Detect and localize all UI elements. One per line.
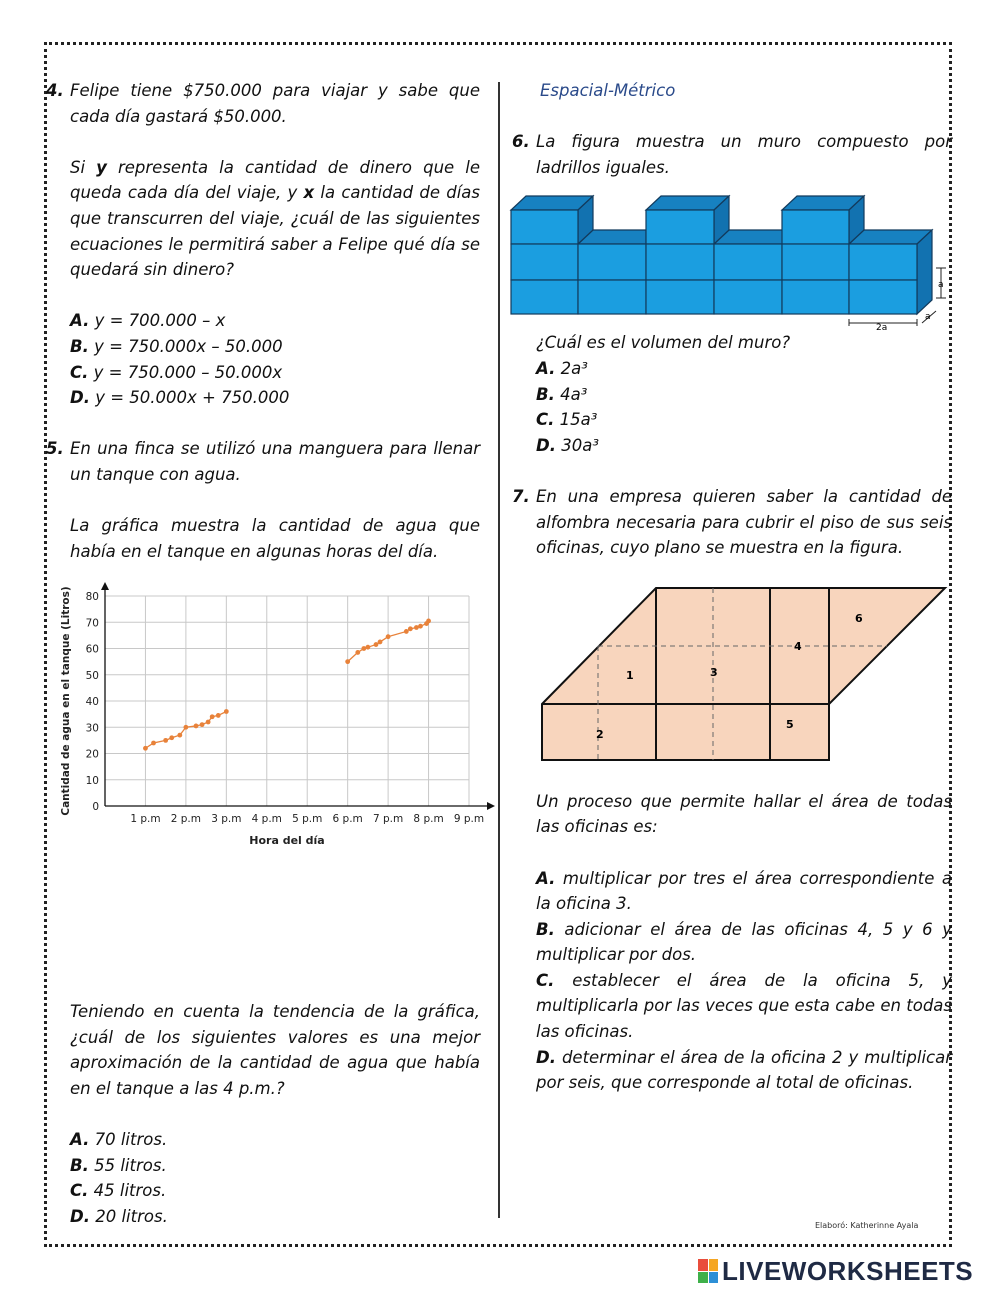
data-point bbox=[206, 720, 211, 725]
option-c[interactable]: C. y = 750.000 – 50.000x bbox=[70, 362, 283, 382]
data-point bbox=[169, 735, 174, 740]
option-c[interactable]: C. establecer el área de la oficina 5, y multiplicarla por las veces que esta cabe en todas las oficinas. bbox=[536, 970, 952, 1042]
data-point bbox=[210, 714, 215, 719]
option-d[interactable]: D. 30a³ bbox=[536, 435, 599, 455]
question-context: La gráfica muestra la cantidad de agua que había en el tanque en algunas horas del día. bbox=[70, 516, 480, 561]
y-tick-label: 60 bbox=[85, 643, 99, 656]
y-tick-label: 80 bbox=[85, 591, 99, 603]
brick bbox=[578, 280, 646, 314]
x-tick-label: 8 p.m bbox=[413, 813, 444, 825]
y-tick-label: 0 bbox=[92, 801, 99, 813]
office-label-1: 1 bbox=[626, 669, 634, 682]
office-label-6: 6 bbox=[855, 612, 863, 625]
office-label-4: 4 bbox=[794, 640, 802, 653]
office-label-2: 2 bbox=[596, 728, 604, 741]
option-b[interactable]: B. 55 litros. bbox=[70, 1155, 167, 1175]
dimension-2a-length: 2a bbox=[876, 323, 888, 332]
question-prompt: Teniendo en cuenta la tendencia de la gráfica, ¿cuál de los siguientes valores es una mejor aproximación de la cantidad de agua que había en el tanque a las 4 p.m.? bbox=[70, 1002, 480, 1099]
y-tick-label: 30 bbox=[85, 722, 99, 735]
question-4 bbox=[46, 78, 480, 411]
x-tick-label: 5 p.m bbox=[292, 813, 323, 825]
office-label-3: 3 bbox=[710, 666, 718, 679]
brick-side bbox=[917, 230, 932, 314]
x-axis-arrow bbox=[487, 802, 495, 810]
brick bbox=[849, 244, 917, 280]
question-6 bbox=[512, 129, 952, 180]
data-point bbox=[386, 634, 391, 639]
question-7 bbox=[512, 484, 952, 561]
brick bbox=[782, 244, 849, 280]
x-tick-label: 4 p.m bbox=[251, 813, 282, 825]
brick bbox=[646, 244, 714, 280]
option-a[interactable]: A. 2a³ bbox=[536, 358, 588, 378]
option-a[interactable]: A. 70 litros. bbox=[70, 1130, 168, 1150]
office-label-5: 5 bbox=[786, 718, 794, 731]
data-point bbox=[200, 722, 205, 727]
brick bbox=[511, 244, 578, 280]
brick bbox=[578, 244, 646, 280]
brick bbox=[714, 244, 782, 280]
question-text: Felipe tiene $750.000 para viajar y sabe que cada día gastará $50.000. bbox=[70, 81, 480, 126]
data-point bbox=[374, 642, 379, 647]
data-point bbox=[426, 619, 431, 624]
y-tick-label: 20 bbox=[85, 748, 99, 761]
data-point bbox=[224, 709, 229, 714]
data-point bbox=[404, 629, 409, 634]
y-axis-label: Cantidad de agua en el tanque (Litros) bbox=[60, 586, 72, 816]
dimension-a-depth: a bbox=[925, 312, 931, 322]
option-b[interactable]: B. 4a³ bbox=[536, 384, 588, 404]
y-axis-arrow bbox=[101, 582, 109, 590]
brand-name: LIVEWORKSHEETS bbox=[722, 1255, 974, 1286]
data-point bbox=[418, 624, 423, 629]
data-point bbox=[183, 725, 188, 730]
brick-wall-figure bbox=[508, 192, 958, 332]
question-text: En una finca se utilizó una manguera para llenar un tanque con agua. bbox=[70, 439, 480, 484]
x-tick-label: 3 p.m bbox=[211, 813, 242, 825]
data-point bbox=[408, 626, 413, 631]
data-point bbox=[163, 738, 168, 743]
data-point bbox=[177, 733, 182, 738]
brick bbox=[646, 280, 714, 314]
option-d[interactable]: D. y = 50.000x + 750.000 bbox=[70, 388, 290, 408]
brick bbox=[511, 280, 578, 314]
option-d[interactable]: D. determinar el área de la oficina 2 y multiplicar por seis, que corresponde al total de oficinas. bbox=[536, 1047, 952, 1093]
author-credit: Elaboró: Katherinne Ayala bbox=[815, 1221, 919, 1230]
brick bbox=[849, 280, 917, 314]
question-text: La figura muestra un muro compuesto por ladrillos iguales. bbox=[536, 132, 952, 177]
data-point bbox=[345, 659, 350, 664]
option-c[interactable]: C. 15a³ bbox=[536, 410, 598, 430]
data-point bbox=[365, 645, 370, 650]
option-b[interactable]: B. y = 750.000x – 50.000 bbox=[70, 336, 283, 356]
office-floor-plan bbox=[540, 586, 950, 762]
data-point bbox=[151, 741, 156, 746]
x-tick-label: 6 p.m bbox=[332, 813, 363, 825]
y-tick-label: 10 bbox=[85, 774, 99, 787]
brick bbox=[714, 280, 782, 314]
dimension-a-height: a bbox=[938, 280, 944, 290]
x-tick-label: 7 p.m bbox=[372, 813, 404, 825]
data-point bbox=[216, 713, 221, 718]
y-tick-label: 70 bbox=[85, 617, 99, 630]
option-a[interactable]: A. y = 700.000 – x bbox=[70, 311, 226, 331]
section-title: Espacial-Métrico bbox=[540, 81, 676, 100]
data-point bbox=[143, 746, 148, 751]
liveworksheets-brand[interactable] bbox=[698, 1256, 973, 1286]
question-context: Si y representa la cantidad de dinero que le queda cada día del viaje, y x la cantidad de días que transcurren del viaje, ¿cuál de las siguientes ecuaciones le permitirá saber a Felipe qué día se quedará sin dinero? bbox=[70, 157, 480, 280]
option-d[interactable]: D. 20 litros. bbox=[70, 1207, 168, 1227]
question-number: 7. bbox=[512, 486, 530, 506]
brick bbox=[646, 210, 714, 244]
option-a[interactable]: A. multiplicar por tres el área correspondiente a la oficina 3. bbox=[536, 868, 952, 914]
question-number: 5. bbox=[46, 439, 64, 459]
data-point bbox=[378, 640, 383, 645]
question-prompt: Un proceso que permite hallar el área de todas las oficinas es: bbox=[536, 791, 952, 837]
x-tick-label: 2 p.m bbox=[170, 813, 202, 825]
brick bbox=[782, 280, 849, 314]
brick bbox=[782, 210, 849, 244]
water-tank-chart bbox=[55, 578, 495, 853]
x-axis-label: Hora del día bbox=[249, 834, 325, 847]
question-number: 4. bbox=[46, 81, 64, 100]
column-divider bbox=[498, 82, 500, 1218]
brick bbox=[511, 210, 578, 244]
option-b[interactable]: B. adicionar el área de las oficinas 4, 5 y 6 y multiplicar por dos. bbox=[536, 919, 952, 965]
y-tick-label: 50 bbox=[85, 669, 99, 682]
question-prompt: ¿Cuál es el volumen del muro? bbox=[536, 333, 791, 353]
data-point bbox=[355, 650, 360, 655]
question-5 bbox=[46, 436, 480, 564]
question-number: 6. bbox=[512, 132, 530, 152]
liveworksheets-logo-icon bbox=[698, 1259, 718, 1283]
question-text: En una empresa quieren saber la cantidad de alfombra necesaria para cubrir el piso de sus seis oficinas, cuyo plano se muestra en la figura. bbox=[536, 486, 952, 558]
x-tick-label: 9 p.m bbox=[453, 813, 485, 825]
option-c[interactable]: C. 45 litros. bbox=[70, 1181, 167, 1201]
x-tick-label: 1 p.m bbox=[130, 813, 161, 825]
y-tick-label: 40 bbox=[85, 696, 99, 708]
data-point bbox=[194, 724, 199, 729]
